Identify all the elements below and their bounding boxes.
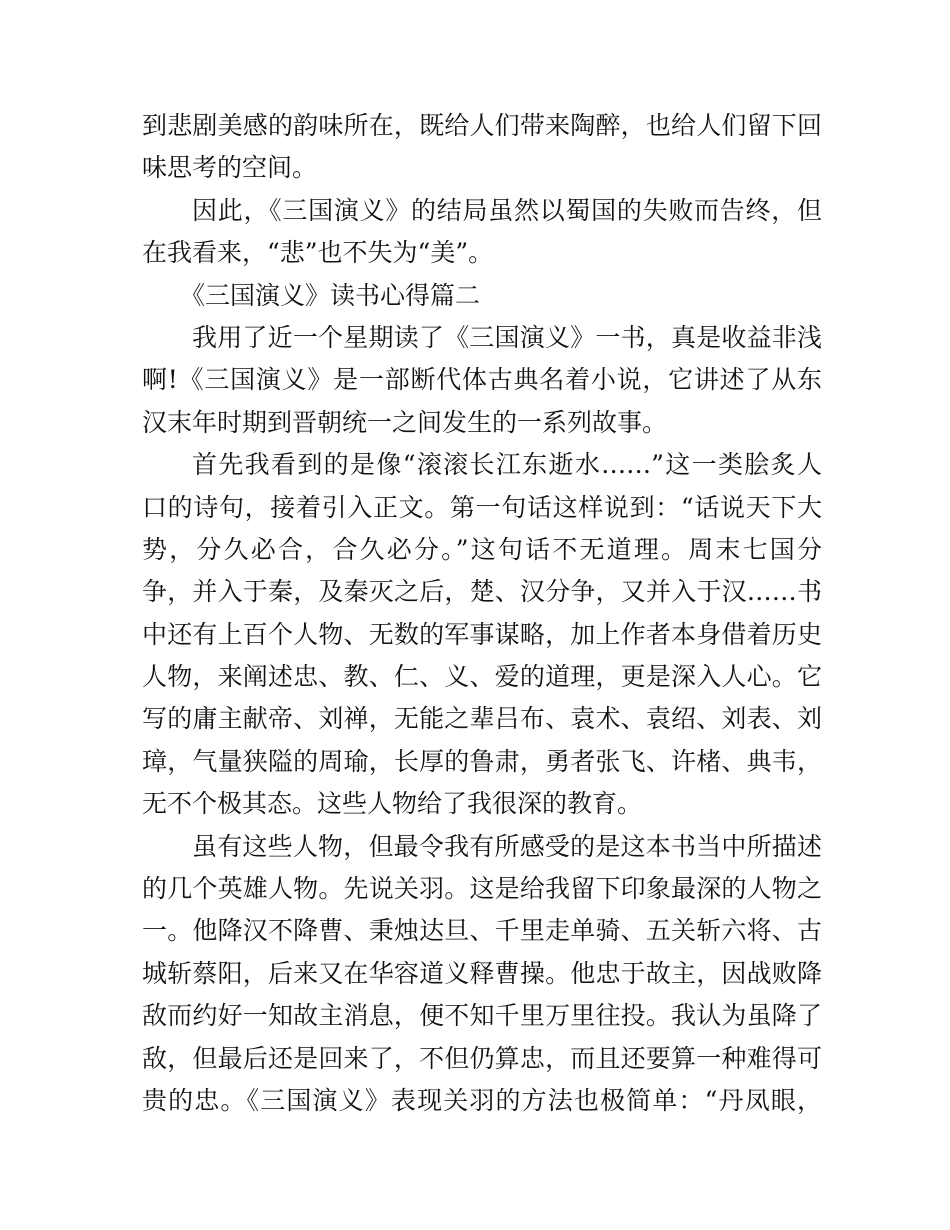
- text-line: 贵的忠。《三国演义》表现关羽的方法也极简单：“丹凤眼，: [142, 1085, 822, 1115]
- text-line: 争，并入于秦，及秦灭之后，楚、汉分争，又并入于汉……书: [142, 577, 822, 607]
- text-line: 到悲剧美感的韵味所在，既给人们带来陶醉，也给人们留下回: [142, 111, 822, 140]
- text-line: 璋，气量狭隘的周瑜，长厚的鲁肃，勇者张飞、许楮、典韦，: [142, 746, 822, 776]
- text-line: 口的诗句，接着引入正文。第一句话这样说到：“话说天下大: [142, 492, 822, 522]
- text-line: 首先我看到的是像“滚滚长江东逝水……”这一类脍炙人: [192, 450, 822, 480]
- text-line: 敌而约好一知故主消息，便不知千里万里往投。我认为虽降了: [142, 1001, 822, 1031]
- text-line: 无不个极其态。这些人物给了我很深的教育。: [142, 789, 643, 819]
- text-line: 敌，但最后还是回来了，不但仍算忠，而且还要算一种难得可: [142, 1043, 822, 1073]
- text-line: 在我看来，“悲”也不失为“美”。: [142, 238, 494, 268]
- text-line: 因此，《三国演义》的结局虽然以蜀国的失败而告终，但: [192, 195, 822, 225]
- text-line: 一。他降汉不降曹、秉烛达旦、千里走单骑、五关斩六将、古: [142, 916, 822, 946]
- section-heading: 《三国演义》读书心得篇二: [180, 280, 481, 310]
- text-line: 虽有这些人物，但最令我有所感受的是这本书当中所描述: [192, 831, 822, 861]
- text-line: 啊!《三国演义》是一部断代体古典名着小说，它讲述了从东: [142, 365, 822, 395]
- text-line: 城斩蔡阳，后来又在华容道义释曹操。他忠于故主，因战败降: [142, 958, 822, 988]
- text-line: 汉末年时期到晋朝统一之间发生的一系列故事。: [142, 407, 668, 437]
- text-line: 味思考的空间。: [142, 153, 318, 183]
- text-line: 中还有上百个人物、无数的军事谋略，加上作者本身借着历史: [142, 619, 822, 649]
- text-line: 写的庸主献帝、刘禅，无能之辈吕布、袁术、袁绍、刘表、刘: [142, 704, 822, 734]
- text-line: 我用了近一个星期读了《三国演义》一书，真是收益非浅: [192, 322, 822, 352]
- text-line: 势，分久必合，合久必分。”这句话不无道理。周末七国分: [142, 534, 822, 564]
- text-line: 的几个英雄人物。先说关羽。这是给我留下印象最深的人物之: [142, 874, 822, 904]
- text-line: 人物，来阐述忠、教、仁、义、爱的道理，更是深入人心。它: [142, 662, 822, 692]
- document-body: [142, 105, 822, 1122]
